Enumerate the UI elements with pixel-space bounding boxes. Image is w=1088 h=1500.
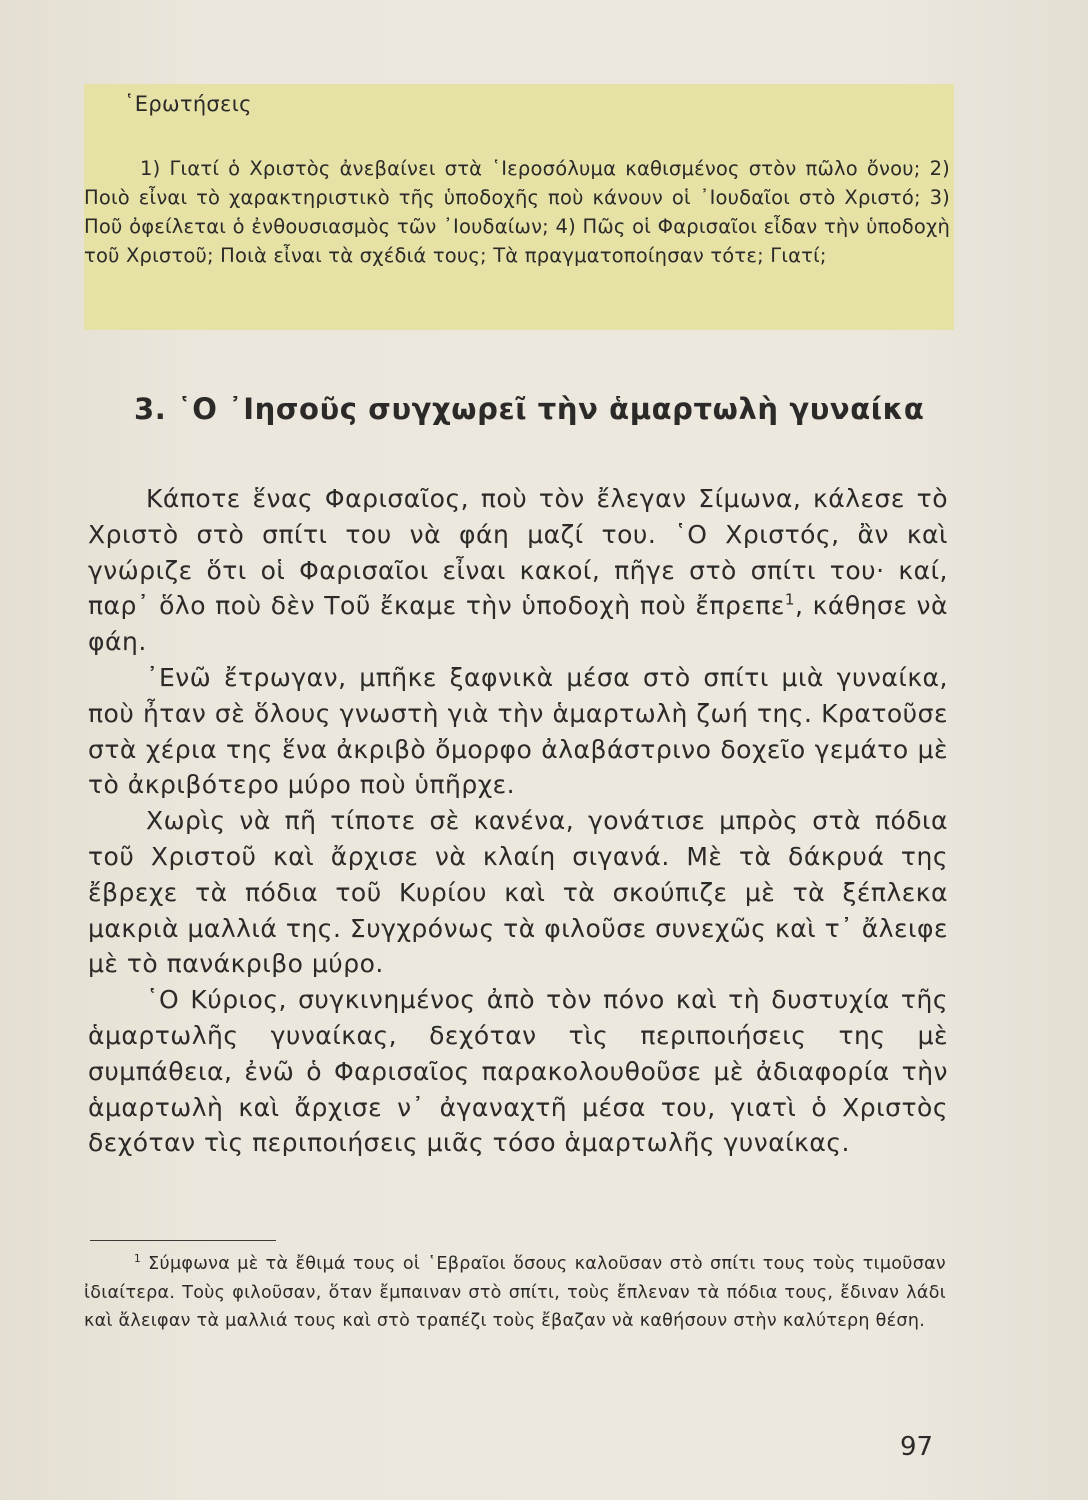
footnote bbox=[84, 1250, 946, 1336]
footnote-mark: 1 bbox=[134, 1253, 141, 1266]
section-title: 3. ῾Ο ᾿Ιησοῦς συγχωρεῖ τὴν ἁμαρτωλὴ γυναίκα bbox=[134, 392, 925, 426]
paragraph-2: ᾿Ενῶ ἔτρωγαν, μπῆκε ξαφνικὰ μέσα στὸ σπίτι μιὰ γυναίκα, ποὺ ἦταν σὲ ὅλους γνωστὴ γιὰ τὴν ἁμαρτωλὴ ζωή της. Κρατοῦσε στὰ χέρια της ἕνα ἀκριβὸ ὄμορφο ἀλαβάστρινο δοχεῖο γεμάτο μὲ τὸ ἀκριβότερο μύρο ποὺ ὑπῆρχε. bbox=[88, 662, 948, 800]
paragraph-3: Χωρὶς νὰ πῆ τίποτε σὲ κανένα, γονάτισε μπρὸς στὰ πόδια τοῦ Χριστοῦ καὶ ἄρχισε νὰ κλαίη σιγανά. Μὲ τὰ δάκρυά της ἔβρεχε τὰ πόδια τοῦ Κυρίου καὶ τὰ σκούπιζε μὲ τὰ ξέπλεκα μακριὰ μαλλιά της. Συγχρόνως τὰ φιλοῦσε συνεχῶς καὶ τ᾿ ἄλειφε μὲ τὸ πανάκριβο μύρο. bbox=[88, 806, 948, 979]
paragraph-1-text: Κάποτε ἕνας Φαρισαῖος, ποὺ τὸν ἔλεγαν Σίμωνα, κάλεσε τὸ Χριστὸ στὸ σπίτι του νὰ φάη μαζί του. ῾Ο Χριστός, ἂν καὶ γνώριζε ὅτι οἱ Φαρισαῖοι εἶναι κακοί, πῆγε στὸ σπίτι του· καί, παρ᾿ ὅλο ποὺ δὲν Τοῦ ἔκαμε τὴν ὑποδοχὴ ποὺ ἔπρεπε bbox=[88, 484, 948, 621]
footnote-text: Σύμφωνα μὲ τὰ ἔθιμά τους οἱ ῾Εβραῖοι ὅσους καλοῦσαν στὸ σπίτι τους τοὺς τιμοῦσαν ἰδιαίτερα. Τοὺς φιλοῦσαν, ὅταν ἔμπαιναν στὸ σπίτι, τοὺς ἔπλεναν τὰ πόδια τους, ἔδιναν λάδι καὶ ἄλειφαν τὰ μαλλιά τους καὶ στὸ τραπέζι τοὺς ἔβαζαν νὰ καθήσουν στὴν καλύτερη θέση. bbox=[84, 1254, 946, 1331]
questions-text: 1) Γιατί ὁ Χριστὸς ἀνεβαίνει στὰ ῾Ιεροσόλυμα καθισμένος στὸν πῶλο ὄνου; 2) Ποιὸ εἶναι τὸ χαρακτηριστικὸ τῆς ὑποδοχῆς ποὺ κάνουν οἱ ᾿Ιουδαῖοι στὸ Χριστό; 3) Ποῦ ὀφείλεται ὁ ἐνθουσιασμὸς τῶν ᾿Ιουδαίων; 4) Πῶς οἱ Φαρισαῖοι εἶδαν τὴν ὑποδοχὴ τοῦ Χριστοῦ; Ποιὰ εἶναι τὰ σχέδιά τους; Τὰ πραγματοποίησαν τότε; Γιατί; bbox=[84, 157, 950, 267]
questions-heading: ῾Ερωτήσεις bbox=[124, 92, 252, 116]
main-text bbox=[88, 481, 948, 1161]
paragraph-1 bbox=[88, 481, 948, 660]
footnote-reference: 1 bbox=[784, 591, 795, 610]
page-number: 97 bbox=[900, 1432, 934, 1462]
paragraph-1-end: , κάθησε νὰ φάη. bbox=[88, 591, 948, 657]
footnote-divider bbox=[90, 1240, 276, 1241]
paragraph-4: ῾Ο Κύριος, συγκινημένος ἀπὸ τὸν πόνο καὶ τὴ δυστυχία τῆς ἁμαρτωλῆς γυναίκας, δεχόταν τὶς περιποιήσεις της μὲ συμπάθεια, ἐνῶ ὁ Φαρισαῖος παρακολουθοῦσε μὲ ἀδιαφορία τὴν ἁμαρτωλὴ καὶ ἄρχισε ν᾿ ἀγαναχτῆ μέσα του, γιατὶ ὁ Χριστὸς δεχόταν τὶς περιποιήσεις μιᾶς τόσο ἁμαρτωλῆς γυναίκας. bbox=[88, 985, 948, 1158]
